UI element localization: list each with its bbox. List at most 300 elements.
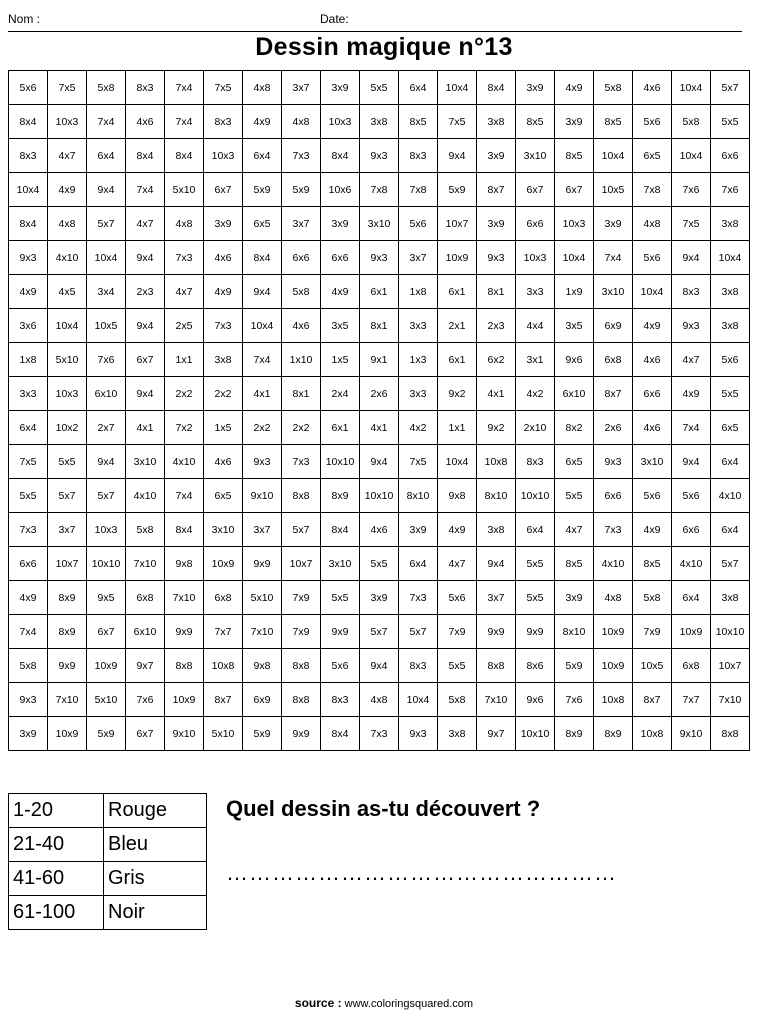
grid-cell[interactable]: 9x3 [672,309,711,343]
grid-cell[interactable]: 8x4 [321,513,360,547]
grid-cell[interactable]: 5x9 [282,173,321,207]
grid-cell[interactable]: 10x5 [633,649,672,683]
grid-cell[interactable]: 3x10 [360,207,399,241]
grid-cell[interactable]: 3x3 [516,275,555,309]
grid-cell[interactable]: 6x7 [126,717,165,751]
grid-cell[interactable]: 7x4 [165,479,204,513]
grid-cell[interactable]: 10x4 [48,309,87,343]
grid-cell[interactable]: 9x3 [360,139,399,173]
grid-cell[interactable]: 5x7 [399,615,438,649]
grid-cell[interactable]: 8x5 [399,105,438,139]
grid-cell[interactable]: 9x4 [672,445,711,479]
grid-cell[interactable]: 3x8 [711,275,750,309]
grid-cell[interactable]: 4x8 [48,207,87,241]
grid-cell[interactable]: 6x4 [399,547,438,581]
grid-cell[interactable]: 4x9 [633,513,672,547]
grid-cell[interactable]: 9x8 [165,547,204,581]
grid-cell[interactable]: 10x9 [594,615,633,649]
grid-cell[interactable]: 8x9 [321,479,360,513]
grid-cell[interactable]: 8x4 [165,139,204,173]
grid-cell[interactable]: 10x8 [594,683,633,717]
grid-cell[interactable]: 10x3 [555,207,594,241]
grid-cell[interactable]: 6x6 [282,241,321,275]
grid-cell[interactable]: 5x8 [87,71,126,105]
grid-cell[interactable]: 8x4 [321,717,360,751]
grid-cell[interactable]: 3x9 [555,105,594,139]
grid-cell[interactable]: 4x7 [48,139,87,173]
grid-cell[interactable]: 9x4 [126,241,165,275]
grid-cell[interactable]: 7x4 [594,241,633,275]
grid-cell[interactable]: 8x8 [282,683,321,717]
grid-cell[interactable]: 9x6 [516,683,555,717]
grid-cell[interactable]: 7x10 [48,683,87,717]
grid-cell[interactable]: 9x3 [477,241,516,275]
grid-cell[interactable]: 4x10 [48,241,87,275]
grid-cell[interactable]: 6x9 [594,309,633,343]
grid-cell[interactable]: 3x10 [633,445,672,479]
grid-cell[interactable]: 4x6 [633,411,672,445]
grid-cell[interactable]: 9x3 [243,445,282,479]
grid-cell[interactable]: 10x9 [48,717,87,751]
grid-cell[interactable]: 5x6 [633,105,672,139]
grid-cell[interactable]: 7x2 [165,411,204,445]
grid-cell[interactable]: 9x7 [477,717,516,751]
grid-cell[interactable]: 4x9 [243,105,282,139]
grid-cell[interactable]: 8x7 [594,377,633,411]
grid-cell[interactable]: 1x5 [321,343,360,377]
grid-cell[interactable]: 3x9 [477,139,516,173]
grid-cell[interactable]: 9x4 [126,377,165,411]
grid-cell[interactable]: 7x6 [711,173,750,207]
grid-cell[interactable]: 9x9 [321,615,360,649]
grid-cell[interactable]: 1x8 [9,343,48,377]
grid-cell[interactable]: 9x4 [243,275,282,309]
grid-cell[interactable]: 3x3 [399,309,438,343]
grid-cell[interactable]: 5x8 [126,513,165,547]
grid-cell[interactable]: 10x8 [204,649,243,683]
grid-cell[interactable]: 4x6 [633,71,672,105]
grid-cell[interactable]: 8x1 [360,309,399,343]
grid-cell[interactable]: 8x7 [204,683,243,717]
grid-cell[interactable]: 9x5 [87,581,126,615]
grid-cell[interactable]: 5x7 [48,479,87,513]
grid-cell[interactable]: 7x4 [672,411,711,445]
grid-cell[interactable]: 4x1 [243,377,282,411]
grid-cell[interactable]: 10x7 [282,547,321,581]
grid-cell[interactable]: 6x5 [204,479,243,513]
grid-cell[interactable]: 7x3 [399,581,438,615]
grid-cell[interactable]: 3x8 [438,717,477,751]
grid-cell[interactable]: 8x1 [477,275,516,309]
grid-cell[interactable]: 6x7 [204,173,243,207]
grid-cell[interactable]: 7x7 [672,683,711,717]
grid-cell[interactable]: 7x9 [438,615,477,649]
grid-cell[interactable]: 10x4 [711,241,750,275]
grid-cell[interactable]: 8x1 [282,377,321,411]
grid-cell[interactable]: 7x3 [360,717,399,751]
grid-cell[interactable]: 7x3 [9,513,48,547]
grid-cell[interactable]: 3x8 [477,105,516,139]
grid-cell[interactable]: 7x3 [282,445,321,479]
grid-cell[interactable]: 5x5 [48,445,87,479]
grid-cell[interactable]: 1x5 [204,411,243,445]
grid-cell[interactable]: 4x7 [165,275,204,309]
grid-cell[interactable]: 3x9 [9,717,48,751]
grid-cell[interactable]: 2x4 [321,377,360,411]
grid-cell[interactable]: 6x1 [438,275,477,309]
grid-cell[interactable]: 8x5 [516,105,555,139]
grid-cell[interactable]: 5x5 [711,377,750,411]
grid-cell[interactable]: 9x7 [126,649,165,683]
grid-cell[interactable]: 10x2 [48,411,87,445]
grid-cell[interactable]: 1x1 [165,343,204,377]
grid-cell[interactable]: 10x3 [48,377,87,411]
grid-cell[interactable]: 6x5 [243,207,282,241]
grid-cell[interactable]: 8x9 [48,615,87,649]
grid-cell[interactable]: 6x10 [555,377,594,411]
grid-cell[interactable]: 2x1 [438,309,477,343]
grid-cell[interactable]: 10x10 [516,479,555,513]
grid-cell[interactable]: 4x8 [165,207,204,241]
grid-cell[interactable]: 7x6 [87,343,126,377]
grid-cell[interactable]: 9x3 [399,717,438,751]
grid-cell[interactable]: 7x6 [672,173,711,207]
grid-cell[interactable]: 8x10 [477,479,516,513]
grid-cell[interactable]: 10x4 [9,173,48,207]
grid-cell[interactable]: 3x9 [204,207,243,241]
grid-cell[interactable]: 7x5 [672,207,711,241]
grid-cell[interactable]: 6x9 [243,683,282,717]
grid-cell[interactable]: 10x4 [555,241,594,275]
grid-cell[interactable]: 7x9 [633,615,672,649]
grid-cell[interactable]: 2x2 [282,411,321,445]
grid-cell[interactable]: 6x6 [711,139,750,173]
grid-cell[interactable]: 5x5 [360,71,399,105]
grid-cell[interactable]: 6x4 [243,139,282,173]
grid-cell[interactable]: 7x4 [165,71,204,105]
grid-cell[interactable]: 5x5 [555,479,594,513]
grid-cell[interactable]: 4x7 [555,513,594,547]
grid-cell[interactable]: 6x4 [399,71,438,105]
grid-cell[interactable]: 7x9 [282,615,321,649]
grid-cell[interactable]: 4x9 [672,377,711,411]
grid-cell[interactable]: 6x7 [87,615,126,649]
grid-cell[interactable]: 5x9 [243,173,282,207]
grid-cell[interactable]: 4x8 [594,581,633,615]
grid-cell[interactable]: 9x6 [555,343,594,377]
grid-cell[interactable]: 1x3 [399,343,438,377]
grid-cell[interactable]: 10x8 [477,445,516,479]
grid-cell[interactable]: 10x3 [204,139,243,173]
grid-cell[interactable]: 6x7 [126,343,165,377]
grid-cell[interactable]: 5x9 [87,717,126,751]
grid-cell[interactable]: 4x6 [360,513,399,547]
grid-cell[interactable]: 8x8 [282,649,321,683]
grid-cell[interactable]: 3x1 [516,343,555,377]
grid-cell[interactable]: 8x8 [165,649,204,683]
grid-cell[interactable]: 5x7 [87,479,126,513]
grid-cell[interactable]: 10x4 [633,275,672,309]
grid-cell[interactable]: 7x4 [165,105,204,139]
grid-cell[interactable]: 7x9 [282,581,321,615]
grid-cell[interactable]: 4x9 [204,275,243,309]
grid-cell[interactable]: 6x6 [321,241,360,275]
grid-cell[interactable]: 10x5 [87,309,126,343]
grid-cell[interactable]: 7x3 [282,139,321,173]
grid-cell[interactable]: 5x10 [87,683,126,717]
grid-cell[interactable]: 4x10 [594,547,633,581]
grid-cell[interactable]: 5x6 [711,343,750,377]
grid-cell[interactable]: 4x9 [321,275,360,309]
grid-cell[interactable]: 6x5 [633,139,672,173]
grid-cell[interactable]: 9x10 [672,717,711,751]
grid-cell[interactable]: 3x7 [282,71,321,105]
grid-cell[interactable]: 5x5 [438,649,477,683]
grid-cell[interactable]: 4x5 [48,275,87,309]
grid-cell[interactable]: 9x1 [360,343,399,377]
grid-cell[interactable]: 3x8 [711,581,750,615]
grid-cell[interactable]: 6x6 [9,547,48,581]
grid-cell[interactable]: 9x9 [477,615,516,649]
grid-cell[interactable]: 3x3 [399,377,438,411]
grid-cell[interactable]: 3x10 [204,513,243,547]
grid-cell[interactable]: 6x5 [555,445,594,479]
grid-cell[interactable]: 10x5 [594,173,633,207]
grid-cell[interactable]: 4x6 [282,309,321,343]
grid-cell[interactable]: 9x4 [672,241,711,275]
grid-cell[interactable]: 5x5 [321,581,360,615]
grid-cell[interactable]: 4x10 [165,445,204,479]
grid-cell[interactable]: 9x3 [9,241,48,275]
grid-cell[interactable]: 10x10 [321,445,360,479]
grid-cell[interactable]: 1x1 [438,411,477,445]
grid-cell[interactable]: 10x3 [516,241,555,275]
grid-cell[interactable]: 10x3 [87,513,126,547]
grid-cell[interactable]: 3x9 [321,71,360,105]
grid-cell[interactable]: 7x5 [399,445,438,479]
grid-cell[interactable]: 5x8 [438,683,477,717]
grid-cell[interactable]: 10x10 [87,547,126,581]
grid-cell[interactable]: 6x4 [672,581,711,615]
grid-cell[interactable]: 6x1 [438,343,477,377]
grid-cell[interactable]: 5x5 [711,105,750,139]
grid-cell[interactable]: 10x9 [165,683,204,717]
grid-cell[interactable]: 9x4 [360,649,399,683]
grid-cell[interactable]: 7x3 [594,513,633,547]
grid-cell[interactable]: 7x8 [399,173,438,207]
grid-cell[interactable]: 3x10 [321,547,360,581]
grid-cell[interactable]: 3x10 [594,275,633,309]
grid-cell[interactable]: 6x2 [477,343,516,377]
grid-cell[interactable]: 7x4 [87,105,126,139]
grid-cell[interactable]: 2x3 [477,309,516,343]
grid-cell[interactable]: 5x10 [243,581,282,615]
grid-cell[interactable]: 8x5 [633,547,672,581]
grid-cell[interactable]: 10x9 [594,649,633,683]
grid-cell[interactable]: 7x5 [204,71,243,105]
grid-cell[interactable]: 4x8 [633,207,672,241]
grid-cell[interactable]: 4x6 [633,343,672,377]
grid-cell[interactable]: 4x8 [282,105,321,139]
grid-cell[interactable]: 2x10 [516,411,555,445]
grid-cell[interactable]: 3x7 [282,207,321,241]
grid-cell[interactable]: 6x8 [672,649,711,683]
grid-cell[interactable]: 4x7 [438,547,477,581]
grid-cell[interactable]: 6x1 [360,275,399,309]
grid-cell[interactable]: 4x1 [360,411,399,445]
grid-cell[interactable]: 4x9 [555,71,594,105]
grid-cell[interactable]: 8x8 [282,479,321,513]
grid-cell[interactable]: 5x7 [711,71,750,105]
grid-cell[interactable]: 3x5 [321,309,360,343]
grid-cell[interactable]: 10x9 [87,649,126,683]
grid-cell[interactable]: 8x3 [399,139,438,173]
grid-cell[interactable]: 2x6 [360,377,399,411]
grid-cell[interactable]: 5x10 [204,717,243,751]
grid-cell[interactable]: 8x9 [594,717,633,751]
grid-cell[interactable]: 9x2 [438,377,477,411]
grid-cell[interactable]: 5x10 [165,173,204,207]
grid-cell[interactable]: 4x4 [516,309,555,343]
grid-cell[interactable]: 4x9 [9,275,48,309]
grid-cell[interactable]: 6x4 [87,139,126,173]
grid-cell[interactable]: 2x3 [126,275,165,309]
grid-cell[interactable]: 1x9 [555,275,594,309]
grid-cell[interactable]: 5x5 [9,479,48,513]
grid-cell[interactable]: 9x4 [126,309,165,343]
grid-cell[interactable]: 2x2 [204,377,243,411]
grid-cell[interactable]: 7x5 [48,71,87,105]
grid-cell[interactable]: 8x8 [711,717,750,751]
grid-cell[interactable]: 2x6 [594,411,633,445]
grid-cell[interactable]: 6x6 [672,513,711,547]
grid-cell[interactable]: 10x10 [516,717,555,751]
grid-cell[interactable]: 8x5 [594,105,633,139]
grid-cell[interactable]: 4x9 [48,173,87,207]
grid-cell[interactable]: 5x6 [633,241,672,275]
grid-cell[interactable]: 9x3 [594,445,633,479]
grid-cell[interactable]: 5x6 [399,207,438,241]
grid-cell[interactable]: 8x9 [555,717,594,751]
grid-cell[interactable]: 8x3 [9,139,48,173]
grid-cell[interactable]: 4x8 [360,683,399,717]
grid-cell[interactable]: 8x3 [126,71,165,105]
grid-cell[interactable]: 10x9 [438,241,477,275]
grid-cell[interactable]: 10x3 [321,105,360,139]
grid-cell[interactable]: 5x7 [360,615,399,649]
grid-cell[interactable]: 5x7 [711,547,750,581]
grid-cell[interactable]: 9x8 [243,649,282,683]
grid-cell[interactable]: 10x7 [711,649,750,683]
grid-cell[interactable]: 2x2 [243,411,282,445]
grid-cell[interactable]: 8x3 [204,105,243,139]
grid-cell[interactable]: 8x4 [9,207,48,241]
grid-cell[interactable]: 1x8 [399,275,438,309]
grid-cell[interactable]: 3x8 [477,513,516,547]
grid-cell[interactable]: 10x4 [438,71,477,105]
grid-cell[interactable]: 3x8 [711,309,750,343]
grid-cell[interactable]: 4x1 [126,411,165,445]
grid-cell[interactable]: 3x9 [555,581,594,615]
grid-cell[interactable]: 6x10 [87,377,126,411]
grid-cell[interactable]: 8x4 [321,139,360,173]
grid-cell[interactable]: 7x10 [711,683,750,717]
grid-cell[interactable]: 4x10 [711,479,750,513]
grid-cell[interactable]: 7x4 [243,343,282,377]
grid-cell[interactable]: 5x5 [516,581,555,615]
grid-cell[interactable]: 3x9 [399,513,438,547]
grid-cell[interactable]: 4x2 [399,411,438,445]
grid-cell[interactable]: 3x5 [555,309,594,343]
grid-cell[interactable]: 3x9 [477,207,516,241]
grid-cell[interactable]: 8x10 [399,479,438,513]
grid-cell[interactable]: 3x7 [477,581,516,615]
grid-cell[interactable]: 3x3 [9,377,48,411]
grid-cell[interactable]: 6x4 [711,513,750,547]
grid-cell[interactable]: 8x3 [399,649,438,683]
grid-cell[interactable]: 7x10 [126,547,165,581]
grid-cell[interactable]: 7x5 [9,445,48,479]
grid-cell[interactable]: 4x6 [204,241,243,275]
grid-cell[interactable]: 6x4 [9,411,48,445]
grid-cell[interactable]: 9x10 [165,717,204,751]
grid-cell[interactable]: 8x7 [477,173,516,207]
grid-cell[interactable]: 8x2 [555,411,594,445]
grid-cell[interactable]: 5x6 [9,71,48,105]
grid-cell[interactable]: 8x4 [126,139,165,173]
grid-cell[interactable]: 6x1 [321,411,360,445]
grid-cell[interactable]: 4x2 [516,377,555,411]
grid-cell[interactable]: 6x5 [711,411,750,445]
grid-cell[interactable]: 4x8 [243,71,282,105]
grid-cell[interactable]: 8x5 [555,139,594,173]
grid-cell[interactable]: 10x10 [711,615,750,649]
grid-cell[interactable]: 7x8 [633,173,672,207]
grid-cell[interactable]: 7x5 [438,105,477,139]
grid-cell[interactable]: 5x6 [633,479,672,513]
grid-cell[interactable]: 7x4 [126,173,165,207]
grid-cell[interactable]: 5x5 [516,547,555,581]
grid-cell[interactable]: 9x9 [516,615,555,649]
grid-cell[interactable]: 4x1 [477,377,516,411]
grid-cell[interactable]: 6x7 [516,173,555,207]
grid-cell[interactable]: 7x8 [360,173,399,207]
grid-cell[interactable]: 4x6 [204,445,243,479]
grid-cell[interactable]: 5x8 [9,649,48,683]
grid-cell[interactable]: 9x8 [438,479,477,513]
grid-cell[interactable]: 2x2 [165,377,204,411]
grid-cell[interactable]: 6x8 [126,581,165,615]
grid-cell[interactable]: 5x8 [594,71,633,105]
grid-cell[interactable]: 4x9 [633,309,672,343]
grid-cell[interactable]: 6x6 [516,207,555,241]
grid-cell[interactable]: 3x9 [594,207,633,241]
grid-cell[interactable]: 3x8 [204,343,243,377]
grid-cell[interactable]: 9x3 [9,683,48,717]
grid-cell[interactable]: 10x6 [321,173,360,207]
grid-cell[interactable]: 4x7 [126,207,165,241]
grid-cell[interactable]: 3x8 [711,207,750,241]
grid-cell[interactable]: 5x6 [672,479,711,513]
grid-cell[interactable]: 10x4 [243,309,282,343]
grid-cell[interactable]: 10x3 [48,105,87,139]
grid-cell[interactable]: 4x9 [438,513,477,547]
grid-cell[interactable]: 7x4 [9,615,48,649]
grid-cell[interactable]: 5x7 [87,207,126,241]
grid-cell[interactable]: 5x9 [438,173,477,207]
grid-cell[interactable]: 3x6 [9,309,48,343]
grid-cell[interactable]: 10x4 [87,241,126,275]
